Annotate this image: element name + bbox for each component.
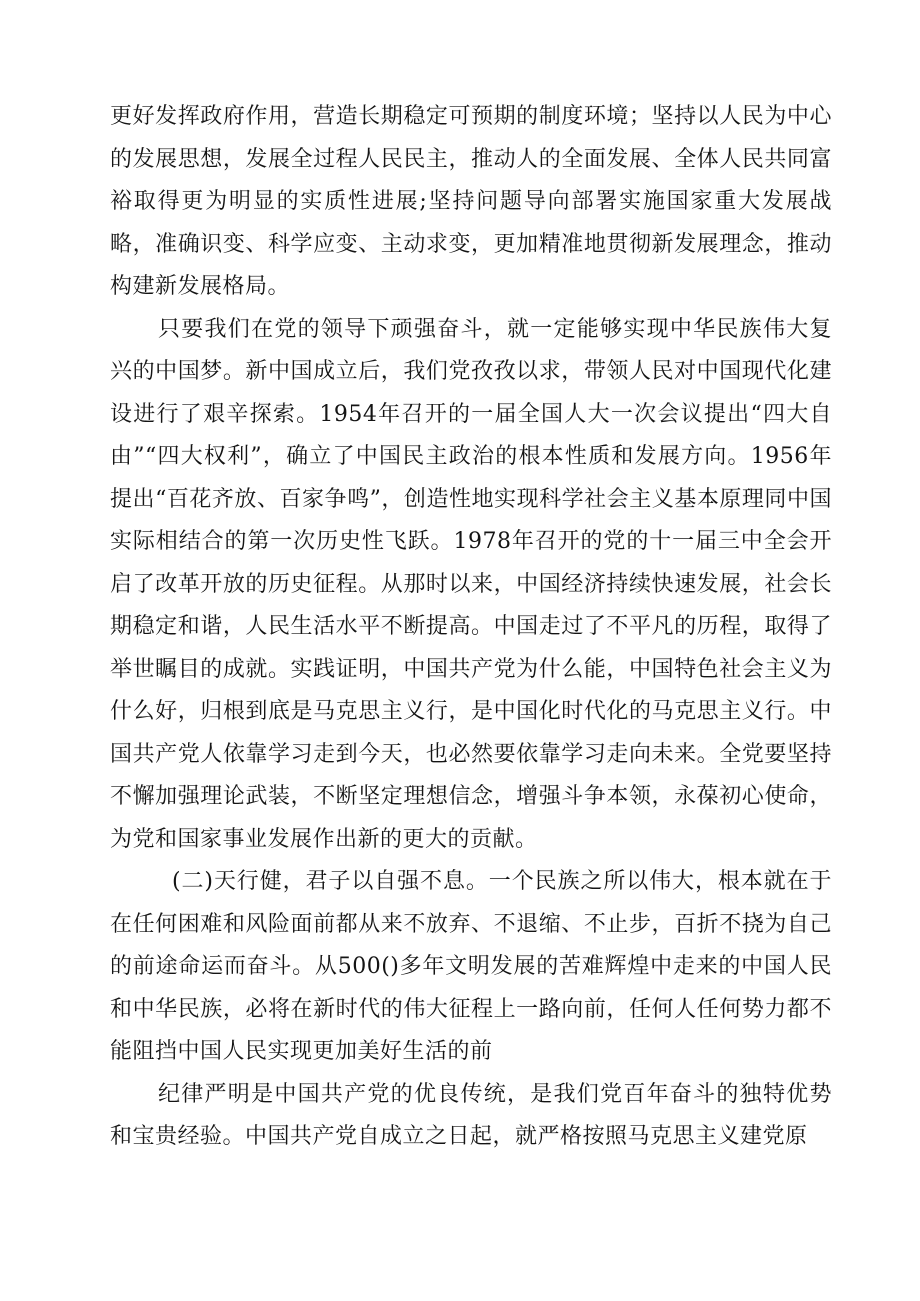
paragraph-continuation: 更好发挥政府作用，营造长期稳定可预期的制度环境；坚持以人民为中心的发展思想，发展全过程人民民主，推动人的全面发展、全体人民共同富裕取得更为明显的实质性进展;坚持问题导向部署实施国家重大发展战略，准确识变、科学应变、主动求变，更加精准地贯彻新发展理念，推动构建新发展格局。: [110, 104, 832, 299]
paragraph-section-two: (二)天行健，君子以自强不息。一个民族之所以伟大，根本就在于在任何困难和风险面前都从来不放弃、不退缩、不止步，百折不挠为自己的前途命运而奋斗。从500()多年文明发展的苦难辉煌中走来的中国人民和中华民族，必将在新时代的伟大征程上一路向前，任何人任何势力都不能阻挡中国人民实现更加美好生活的前: [110, 869, 832, 1064]
paragraph-discipline: 纪律严明是中国共产党的优良传统，是我们党百年奋斗的独特优势和宝贵经验。中国共产党自成立之日起，就严格按照马克思主义建党原: [110, 1081, 832, 1149]
paragraph-chinese-dream: 只要我们在党的领导下顽强奋斗，就一定能够实现中华民族伟大复兴的中国梦。新中国成立后，我们党孜孜以求，带领人民对中国现代化建设进行了艰辛探索。1954年召开的一届全国人大一次会议提出“四大自由”“四大权利”，确立了中国民主政治的根本性质和发展方向。1956年提出“百花齐放、百家争鸣”，创造性地实现科学社会主义基本原理同中国实际相结合的第一次历史性飞跃。1978年召开的党的十一届三中全会开启了改革开放的历史征程。从那时以来，中国经济持续快速发展，社会长期稳定和谐，人民生活水平不断提高。中国走过了不平凡的历程，取得了举世瞩目的成就。实践证明，中国共产党为什么能，中国特色社会主义为什么好，归根到底是马克思主义行，是中国化时代化的马克思主义行。中国共产党人依靠学习走到今天，也必然要依靠学习走向未来。全党要坚持不懈加强理论武装，不断坚定理想信念，增强斗争本领，永葆初心使命，为党和国家事业发展作出新的更大的贡献。: [110, 316, 832, 852]
document-body: [110, 96, 832, 1159]
